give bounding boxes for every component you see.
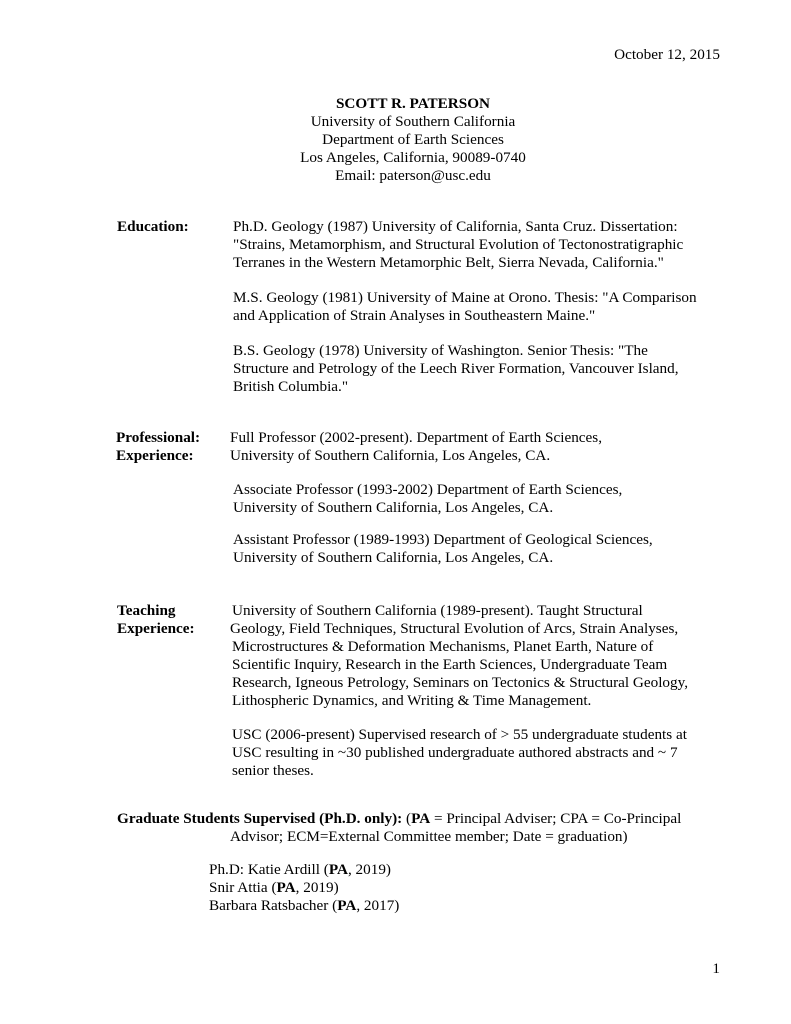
professional-full <box>230 429 602 465</box>
text-line: and Application of Strain Analyses in Southeastern Maine." <box>233 307 596 324</box>
document-date: October 12, 2015 <box>614 46 720 63</box>
text-line: senior theses. <box>232 762 314 779</box>
label-line: Teaching <box>117 602 176 619</box>
text-line: B.S. Geology (1978) University of Washington. Senior Thesis: "The <box>233 342 648 359</box>
legend-rest: = Principal Adviser; CPA = Co-Principal <box>430 810 682 827</box>
teaching-research <box>232 726 687 780</box>
text-line: Full Professor (2002-present). Department of Earth Sciences, <box>230 429 602 446</box>
text-line: British Columbia." <box>233 378 349 395</box>
author-university: University of Southern California <box>310 113 516 130</box>
teaching-courses <box>232 602 688 710</box>
legend-pa: PA <box>411 810 431 827</box>
text-line: University of Southern California, Los Angeles, CA. <box>233 549 554 566</box>
student-item: Barbara Ratsbacher (PA, 2017) <box>209 897 400 914</box>
text-line: Assistant Professor (1989-1993) Department of Geological Sciences, <box>233 531 653 548</box>
graduate-heading-title: Graduate Students Supervised (Ph.D. only): <box>117 810 403 827</box>
text-line: USC (2006-present) Supervised research of > 55 undergraduate students at <box>232 726 687 743</box>
education-ms <box>233 289 710 325</box>
page-number: 1 <box>712 960 720 977</box>
professional-associate <box>233 481 622 517</box>
professional-assistant <box>233 531 653 567</box>
text-line: Associate Professor (1993-2002) Department of Earth Sciences, <box>233 481 623 498</box>
text-line: Research, Igneous Petrology, Seminars on Tectonics & Structural Geology, <box>232 674 689 691</box>
teaching-label <box>117 602 195 638</box>
author-department: Department of Earth Sciences <box>322 131 504 148</box>
label-line: Professional: <box>116 429 201 446</box>
text-line: Terranes in the Western Metamorphic Belt, Sierra Nevada, California." <box>233 254 664 271</box>
text-line: Microstructures & Deformation Mechanisms, Planet Earth, Nature of <box>232 638 654 655</box>
author-address: Los Angeles, California, 90089-0740 <box>300 149 526 166</box>
text-line: M.S. Geology (1981) University of Maine at Orono. Thesis: "A Comparison <box>233 289 697 306</box>
label-line: Experience: <box>117 620 195 637</box>
text-line: "Strains, Metamorphism, and Structural Evolution of Tectonostratigraphic <box>233 236 684 253</box>
label-line: Experience: <box>116 447 194 464</box>
author-name: SCOTT R. PATERSON <box>335 95 491 112</box>
text-line: University of Southern California (1989-present). Taught Structural <box>232 602 643 619</box>
student-list <box>209 861 399 915</box>
text-line: Lithospheric Dynamics, and Writing & Time Management. <box>232 692 592 709</box>
text-line: Scientific Inquiry, Research in the Earth Sciences, Undergraduate Team <box>232 656 668 673</box>
legend-open: ( <box>402 810 412 827</box>
text-line: Ph.D. Geology (1987) University of California, Santa Cruz. Dissertation: <box>233 218 678 235</box>
cv-header <box>0 95 791 185</box>
text-line: Geology, Field Techniques, Structural Evolution of Arcs, Strain Analyses, <box>230 620 679 637</box>
author-email: Email: paterson@usc.edu <box>335 167 491 184</box>
professional-label <box>116 429 200 465</box>
education-phd <box>233 218 710 272</box>
education-bs <box>233 342 710 396</box>
student-item: Snir Attia (PA, 2019) <box>209 879 339 896</box>
legend-line2: Advisor; ECM=External Committee member; Date = graduation) <box>230 828 628 845</box>
text-line: USC resulting in ~30 published undergraduate authored abstracts and ~ 7 <box>232 744 678 761</box>
student-item: Ph.D: Katie Ardill (PA, 2019) <box>209 861 391 878</box>
text-line: University of Southern California, Los Angeles, CA. <box>230 447 551 464</box>
graduate-heading <box>117 810 681 846</box>
text-line: University of Southern California, Los Angeles, CA. <box>233 499 554 516</box>
education-label: Education: <box>117 218 189 235</box>
text-line: Structure and Petrology of the Leech River Formation, Vancouver Island, <box>233 360 679 377</box>
